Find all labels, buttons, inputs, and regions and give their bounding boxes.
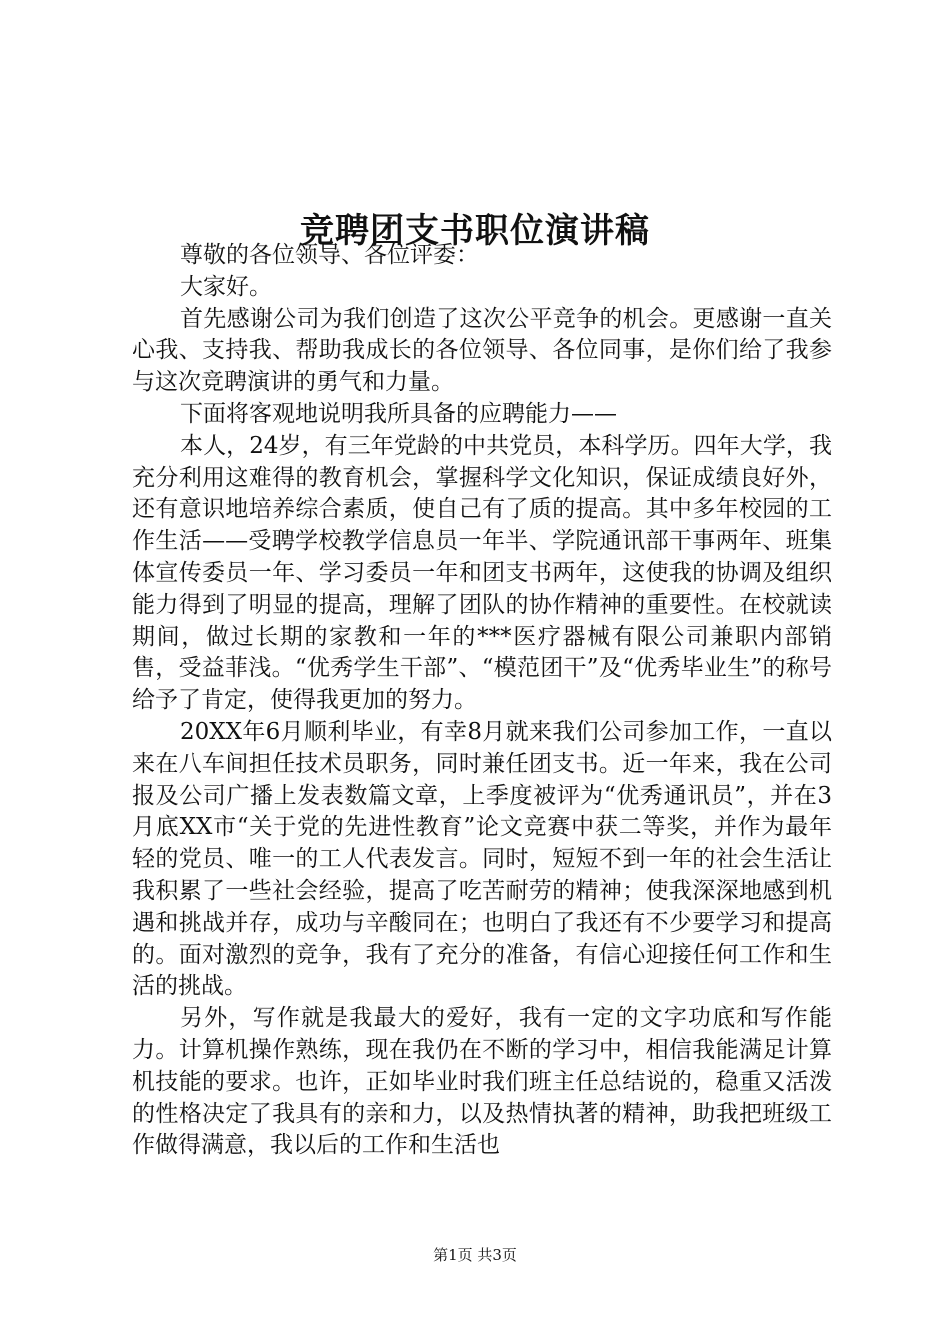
page-footer: 第1页 共3页	[433, 1246, 517, 1264]
paragraph-greeting: 大家好。	[180, 273, 272, 300]
paragraph-thanks: 首先感谢公司为我们创造了这次公平竞争的机会。更感谢一直关心我、支持我、帮助我成长的各位领导、各位同事，是你们给了我参与这次竞聘演讲的勇气和力量。	[132, 305, 832, 396]
document-body	[132, 240, 832, 1162]
paragraph-intro: 下面将客观地说明我所具备的应聘能力——	[180, 400, 617, 427]
paragraph-salutation: 尊敬的各位领导、各位评委：	[180, 242, 479, 268]
paragraph-work-experience: 20XX年6月顺利毕业，有幸8月就来我们公司参加工作，一直以来在八车间担任技术员职务，同时兼任团支书。近一年来，我在公司报及公司广播上发表数篇文章，上季度被评为“优秀通讯员”，并在3月底XX市“关于党的先进性教育”论文竞赛中获二等奖，并作为最年轻的党员、唯一的工人代表发言。同时，短短不到一年的社会生活让我积累了一些社会经验，提高了吃苦耐劳的精神；使我深深地感到机遇和挑战并存，成功与辛酸同在；也明白了我还有不少要学习和提高的。面对激烈的竞争，我有了充分的准备，有信心迎接任何工作和生活的挑战。	[132, 718, 832, 1000]
document-title: 竞聘团支书职位演讲稿	[300, 210, 650, 251]
paragraph-skills: 另外，写作就是我最大的爱好，我有一定的文字功底和写作能力。计算机操作熟练，现在我仍在不断的学习中，相信我能满足计算机技能的要求。也许，正如毕业时我们班主任总结说的，稳重又活泼的性格决定了我具有的亲和力，以及热情执著的精神，助我把班级工作做得满意，我以后的工作和生活也	[132, 1005, 832, 1159]
paragraph-background: 本人，24岁，有三年党龄的中共党员，本科学历。四年大学，我充分利用这难得的教育机会，掌握科学文化知识，保证成绩良好外，还有意识地培养综合素质，使自己有了质的提高。其中多年校园的工作生活——受聘学校教学信息员一年半、学院通讯部干事两年、班集体宣传委员一年、学习委员一年和团支书两年，这使我的协调及组织能力得到了明显的提高，理解了团队的协作精神的重要性。在校就读期间，做过长期的家教和一年的***医疗器械有限公司兼职内部销售，受益菲浅。“优秀学生干部”、“模范团干”及“优秀毕业生”的称号给予了肯定，使得我更加的努力。	[132, 432, 832, 714]
